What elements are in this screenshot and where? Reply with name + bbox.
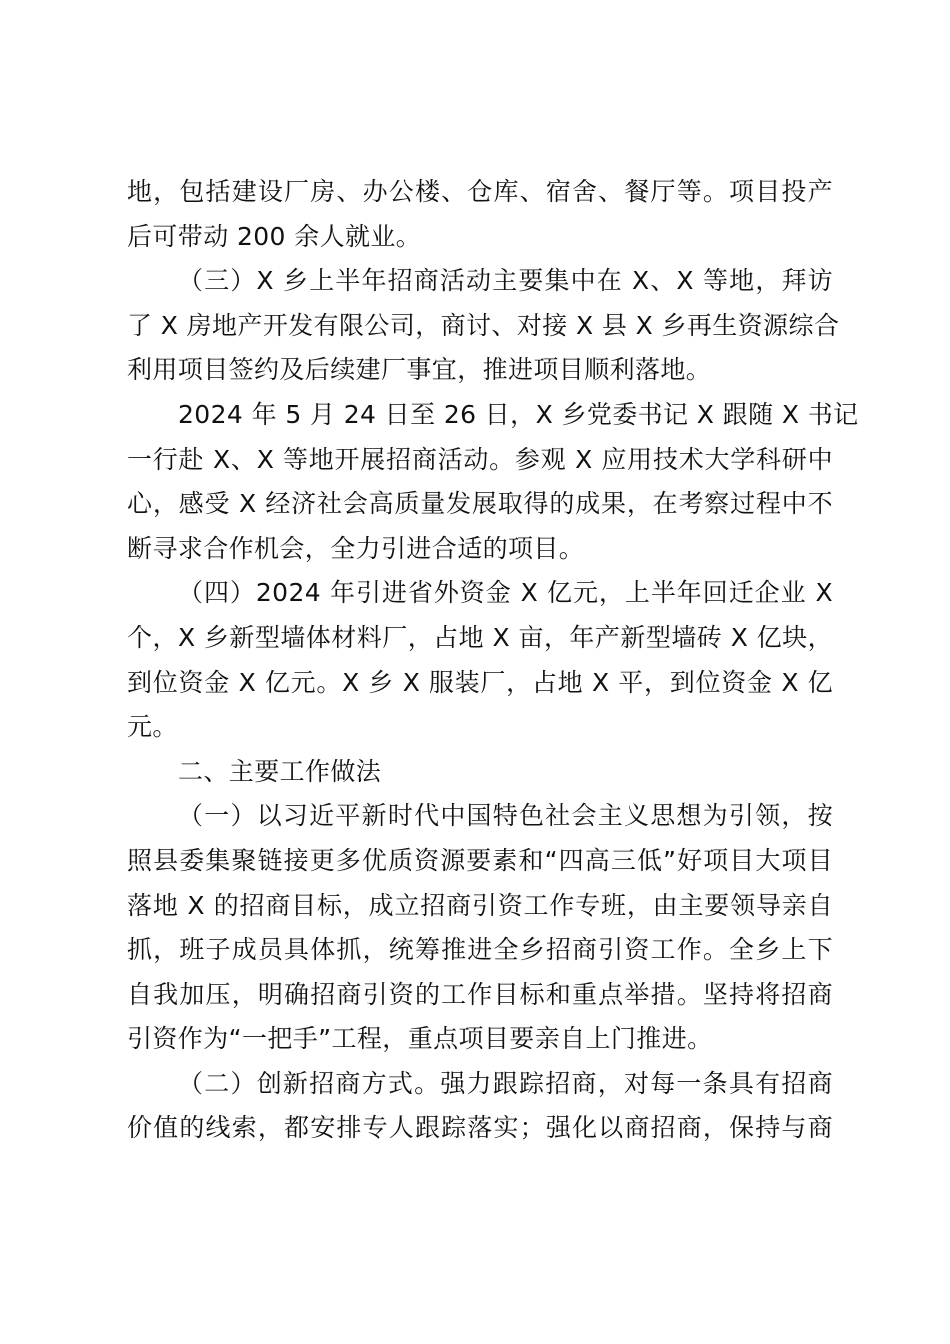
paragraph-may-activity — [127, 393, 859, 571]
text-line: 个，X 乡新型墙体材料厂，占地 X 亩，年产新型墙砖 X 亿块， — [127, 622, 833, 652]
text-line: 价值的线索，都安排专人跟踪落实；强化以商招商，保持与商 — [127, 1113, 833, 1143]
paragraph-section-3 — [127, 259, 840, 393]
text-line: 抓，班子成员具体抓，统筹推进全乡招商引资工作。全乡上下 — [127, 935, 833, 965]
text-line: 地，包括建设厂房、办公楼、仓库、宿舍、餐厅等。项目投产 — [127, 177, 833, 206]
section-heading-main-practices — [127, 750, 833, 795]
text-line: 到位资金 X 亿元。X 乡 X 服装厂，占地 X 平，到位资金 X 亿 — [127, 667, 833, 697]
text-line: （一）以习近平新时代中国特色社会主义思想为引领，按 — [178, 801, 833, 831]
text-line: （二）创新招商方式。强力跟踪招商，对每一条具有招商 — [178, 1068, 833, 1098]
text-line: （三）X 乡上半年招商活动主要集中在 X、X 等地，拜访 — [178, 266, 833, 296]
text-line: 引资作为“一把手”工程，重点项目要亲自上门推进。 — [127, 1024, 713, 1054]
text-line: 2024 年 5 月 24 日至 26 日，X 乡党委书记 X 跟随 X 书记 — [178, 399, 859, 429]
paragraph-section-4 — [127, 571, 833, 749]
text-line: 一行赴 X、X 等地开展招商活动。参观 X 应用技术大学科研中 — [127, 444, 833, 474]
heading-line: 二、主要工作做法 — [178, 756, 382, 786]
paragraph-practice-1 — [127, 794, 833, 1062]
text-line: 利用项目签约及后续建厂事宜，推进项目顺利落地。 — [127, 355, 712, 385]
document-body — [127, 170, 859, 1151]
text-line: 自我加压，明确招商引资的工作目标和重点举措。坚持将招商 — [127, 979, 833, 1009]
text-line: 心，感受 X 经济社会高质量发展取得的成果，在考察过程中不 — [127, 489, 833, 519]
text-line: 元。 — [127, 712, 178, 742]
text-line: 落地 X 的招商目标，成立招商引资工作专班，由主要领导亲自 — [127, 890, 833, 920]
paragraph-practice-2 — [127, 1062, 833, 1151]
text-line: 了 X 房地产开发有限公司，商讨、对接 X 县 X 乡再生资源综合 — [127, 310, 840, 340]
text-line: 后可带动 200 余人就业。 — [127, 221, 422, 251]
paragraph-project-summary — [127, 170, 833, 259]
text-line: 照县委集聚链接更多优质资源要素和“四高三低”好项目大项目 — [127, 845, 833, 875]
text-line: （四）2024 年引进省外资金 X 亿元，上半年回迁企业 X — [178, 578, 833, 608]
text-line: 断寻求合作机会，全力引进合适的项目。 — [127, 533, 585, 563]
